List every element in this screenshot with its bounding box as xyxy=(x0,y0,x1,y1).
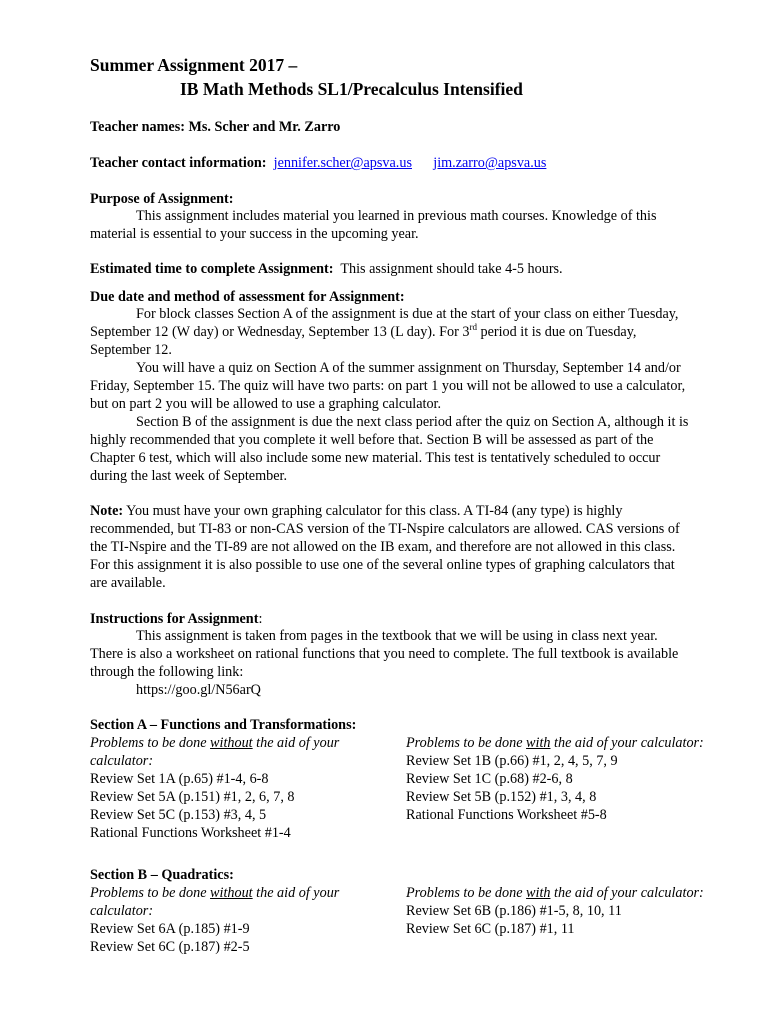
label-pre: Problems to be done xyxy=(406,885,527,901)
list-item: Rational Functions Worksheet #1-4 xyxy=(90,825,291,841)
section-b-heading-text: Section B – Quadratics: xyxy=(90,867,234,883)
purpose-paragraph xyxy=(90,207,690,243)
estimate-label: Estimated time to complete Assignment: xyxy=(90,261,334,277)
label-post: the aid of your calculator: xyxy=(550,885,704,901)
list-item: Review Set 5C (p.153) #3, 4, 5 xyxy=(90,807,267,823)
list-item: Review Set 5B (p.152) #1, 3, 4, 8 xyxy=(406,789,597,805)
due-paragraph-2 xyxy=(90,359,690,413)
label-pre: Problems to be done xyxy=(90,885,211,901)
list-item: Review Set 6C (p.187) #2-5 xyxy=(90,939,250,955)
due-heading-text: Due date and method of assessment for Assignment: xyxy=(90,289,405,305)
due-p1-sup: rd xyxy=(469,322,477,332)
section-a-no-calc-heading xyxy=(90,734,390,770)
section-a-heading-text: Section A – Functions and Transformations: xyxy=(90,717,357,733)
label-key: without xyxy=(210,735,253,751)
teacher-names xyxy=(90,118,690,136)
label-key: with xyxy=(526,735,551,751)
teacher-names-label: Teacher names: Ms. Scher and Mr. Zarro xyxy=(90,119,341,135)
estimate-text: This assignment should take 4-5 hours. xyxy=(340,261,563,277)
purpose-heading-text: Purpose of Assignment: xyxy=(90,191,234,207)
instructions-text: This assignment is taken from pages in the textbook that we will be using in class next year. There is also a worksheet on rational functions that you need to complete. The full textbook is available through the following link: xyxy=(90,628,679,680)
list-item: Review Set 1A (p.65) #1-4, 6-8 xyxy=(90,771,269,787)
title-line-1: Summer Assignment 2017 – xyxy=(90,55,298,75)
section-a-heading xyxy=(90,716,690,734)
email-link-zarro[interactable]: jim.zarro@apsva.us xyxy=(433,155,547,171)
list-item: Review Set 5A (p.151) #1, 2, 6, 7, 8 xyxy=(90,789,295,805)
teacher-contact xyxy=(90,154,690,172)
section-b-calc-column xyxy=(406,884,706,938)
due-p3: Section B of the assignment is due the next class period after the quiz on Section A, although it is highly recommended that you complete it well before that. Section B will be assessed as part of the Chapter 6 test, which will also include some new material. This test is tentatively scheduled to occur during the last week of September. xyxy=(90,414,689,484)
label-key: with xyxy=(526,885,551,901)
teacher-contact-label: Teacher contact information: xyxy=(90,155,267,171)
section-a-calc-column xyxy=(406,734,706,824)
section-a-no-calc-column xyxy=(90,734,390,842)
label-post: the aid of your calculator: xyxy=(550,735,704,751)
label-pre: Problems to be done xyxy=(90,735,211,751)
label-key: without xyxy=(210,885,253,901)
estimate-line xyxy=(90,260,690,278)
due-p2: You will have a quiz on Section A of the summer assignment on Thursday, September 14 and/or Friday, September 15. The quiz will have two parts: on part 1 you will not be allowed to use a calculator, but on part 2 you will be allowed to use a graphing calculator. xyxy=(90,360,686,412)
list-item: Review Set 1C (p.68) #2-6, 8 xyxy=(406,771,573,787)
section-a-calc-heading xyxy=(406,734,706,752)
purpose-text: This assignment includes material you learned in previous math courses. Knowledge of this material is essential to your success in the upcoming year. xyxy=(90,208,657,242)
section-b-no-calc-column xyxy=(90,884,390,956)
due-p1-a: For block classes Section A of the assignment is due at the start of your class on either Tuesday, September 12 (W day) or Wednesday, September 13 (L day). For 3 xyxy=(90,306,679,340)
note-label: Note: xyxy=(90,503,124,519)
due-heading xyxy=(90,288,690,306)
list-item: Rational Functions Worksheet #5-8 xyxy=(406,807,607,823)
section-b-no-calc-heading xyxy=(90,884,390,920)
list-item: Review Set 6A (p.185) #1-9 xyxy=(90,921,250,937)
instructions-heading xyxy=(90,610,690,628)
textbook-link[interactable]: https://goo.gl/N56arQ xyxy=(136,682,261,698)
note-text: You must have your own graphing calculator for this class. A TI-84 (any type) is highly recommended, but TI-83 or non-CAS version of the TI-Nspire calculators are allowed. CAS versions of the TI-Nspire and the TI-89 are not allowed on the IB exam, and therefore are not allowed in this class. For this assignment it is also possible to use one of the several online types of graphing calculators that are available. xyxy=(90,503,680,591)
section-b-heading xyxy=(90,866,690,884)
note-paragraph xyxy=(90,502,690,592)
section-b-calc-heading xyxy=(406,884,706,902)
list-item: Review Set 1B (p.66) #1, 2, 4, 5, 7, 9 xyxy=(406,753,618,769)
label-post: the aid of your calculator: xyxy=(90,885,340,919)
list-item: Review Set 6B (p.186) #1-5, 8, 10, 11 xyxy=(406,903,622,919)
due-paragraph-1 xyxy=(90,305,690,359)
instructions-paragraph xyxy=(90,627,690,681)
email-link-scher[interactable]: jennifer.scher@apsva.us xyxy=(273,155,412,171)
list-item: Review Set 6C (p.187) #1, 11 xyxy=(406,921,575,937)
title-line-2: IB Math Methods SL1/Precalculus Intensified xyxy=(180,79,523,99)
instructions-heading-text: Instructions for Assignment xyxy=(90,611,259,627)
purpose-heading xyxy=(90,190,690,208)
label-pre: Problems to be done xyxy=(406,735,527,751)
due-paragraph-3 xyxy=(90,413,690,485)
due-p1-b: period it is due on Tuesday, September 12. xyxy=(90,324,637,358)
instructions-colon: : xyxy=(258,611,263,627)
label-post: the aid of your calculator: xyxy=(90,735,340,769)
